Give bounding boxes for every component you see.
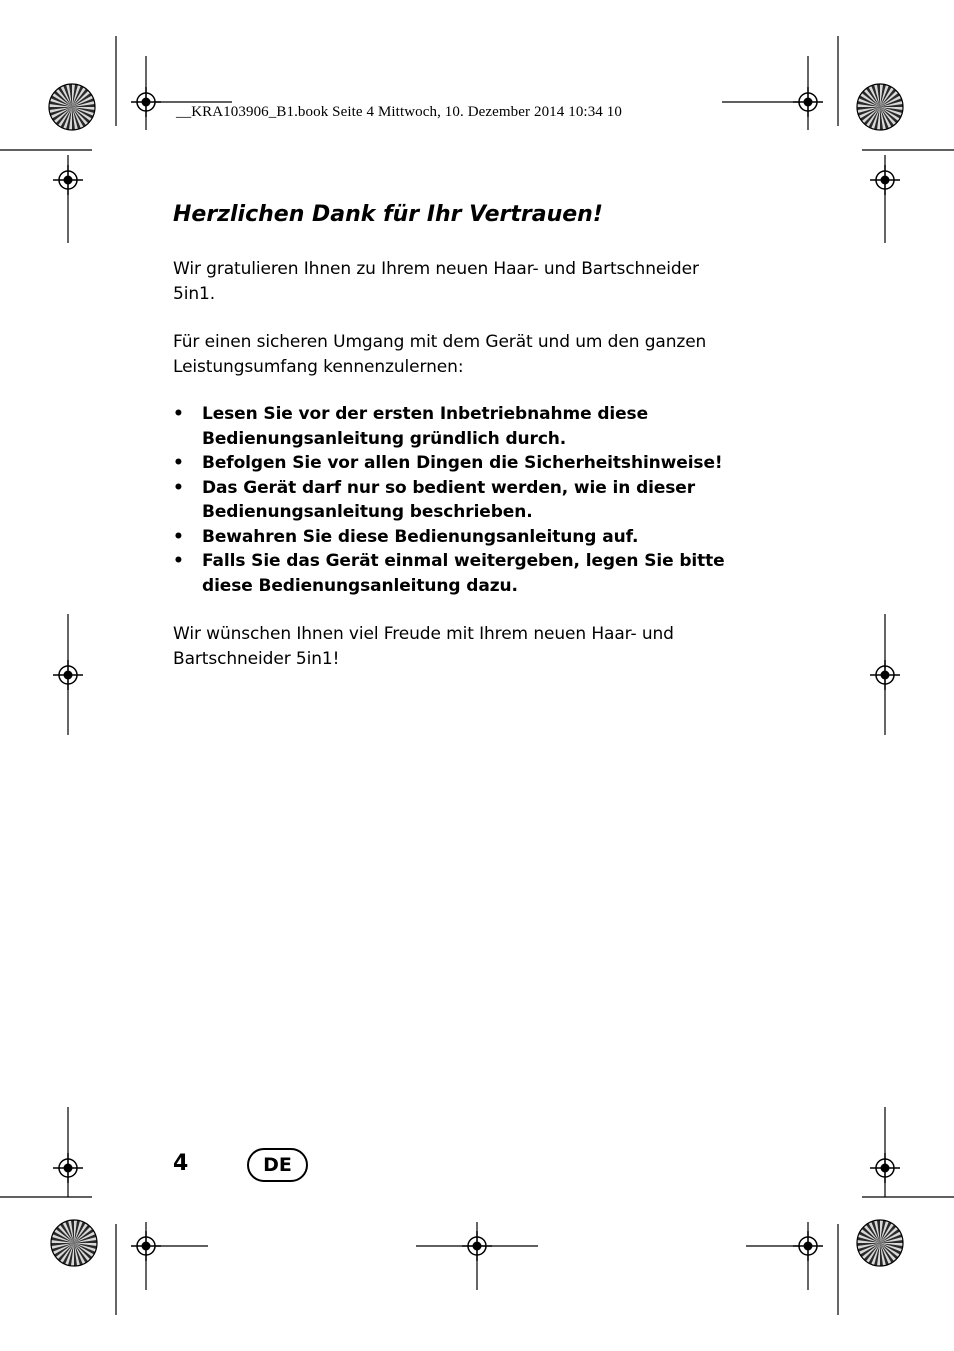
star-target-icon <box>857 1220 903 1266</box>
page-title: Herzlichen Dank für Ihr Vertrauen! <box>173 202 603 227</box>
intro-paragraph: Wir gratulieren Ihnen zu Ihrem neuen Haar- und Bartschneider 5in1. <box>173 259 699 304</box>
language-badge: DE <box>247 1148 308 1182</box>
print-slug: __KRA103906_B1.book Seite 4 Mittwoch, 10. Dezember 2014 10:34 10 <box>176 104 622 120</box>
list-item <box>173 476 733 525</box>
crosshair-target-icon <box>131 87 161 117</box>
bullet-icon: • <box>173 404 184 424</box>
crosshair-target-icon <box>462 1231 492 1261</box>
list-item-text: Befolgen Sie vor allen Dingen die Sicherheitshinweise! <box>202 453 723 473</box>
bullet-icon: • <box>173 526 184 547</box>
page-number: 4 <box>173 1151 189 1176</box>
closing-paragraph: Wir wünschen Ihnen viel Freude mit Ihrem neuen Haar- und Bartschneider 5in1! <box>173 624 674 669</box>
list-item <box>173 549 733 598</box>
bullet-icon: • <box>173 551 184 571</box>
list-item-text: Lesen Sie vor der ersten Inbetriebnahme diese Bedienungsanleitung gründlich durch. <box>202 404 649 449</box>
list-item-text: Falls Sie das Gerät einmal weitergeben, legen Sie bitte diese Bedienungsanleitung dazu. <box>202 551 725 596</box>
star-target-icon <box>857 84 903 130</box>
list-item <box>173 525 733 550</box>
list-item <box>173 402 733 451</box>
instruction-list <box>173 402 733 598</box>
bullet-icon: • <box>173 477 184 498</box>
crosshair-target-icon <box>131 1231 161 1261</box>
star-target-icon <box>51 1220 97 1266</box>
crosshair-target-icon <box>870 660 900 690</box>
star-target-icon <box>49 84 95 130</box>
crosshair-target-icon <box>870 165 900 195</box>
page-content <box>173 198 733 671</box>
crosshair-target-icon <box>53 165 83 195</box>
crosshair-target-icon <box>793 87 823 117</box>
list-item <box>173 451 733 476</box>
bullet-icon: • <box>173 453 184 473</box>
list-item-text: Bewahren Sie diese Bedienungsanleitung auf. <box>202 526 639 547</box>
list-item-text: Das Gerät darf nur so bedient werden, wie in dieser Bedienungsanleitung beschrieben. <box>202 477 696 522</box>
crosshair-target-icon <box>53 1153 83 1183</box>
crosshair-target-icon <box>53 660 83 690</box>
crosshair-target-icon <box>870 1153 900 1183</box>
lead-paragraph: Für einen sicheren Umgang mit dem Gerät und um den ganzen Leistungsumfang kennenzulernen: <box>173 332 707 377</box>
crosshair-target-icon <box>793 1231 823 1261</box>
